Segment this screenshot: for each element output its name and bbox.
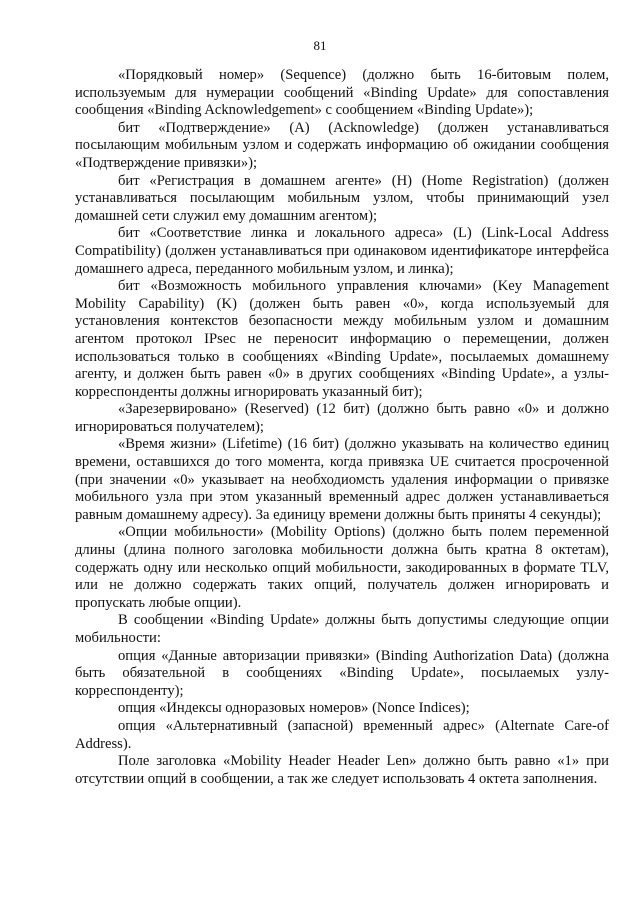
paragraph-header-len: Поле заголовка «Mobility Header Header Len» должно быть равно «1» при отсутствии опций в сообщении, а так же следует использовать 4 октета заполнения. <box>75 753 609 787</box>
paragraph-nonce-indices: опция «Индексы одноразовых номеров» (Nonce Indices); <box>118 700 470 717</box>
paragraph-mobility-options: «Опции мобильности» (Mobility Options) (должно быть полем переменной длины (длина полного заголовка мобильности должна быть кратна 8 октетам), содержать одну или несколько опций мобильности, закодированных в формате TLV, или не должно содержать таких опций, получатель должен игнорировать и пропускать любые опции). <box>75 524 609 611</box>
paragraph-alternate-care-of: опция «Альтернативный (запасной) временный адрес» (Alternate Care-of Address). <box>75 717 609 752</box>
paragraph-acknowledge-bit: бит «Подтверждение» (A) (Acknowledge) (должен устанавливаться посылающим мобильным узлом и содержать информацию об ожидании сообщения «Подтверждение привязки»); <box>75 119 609 171</box>
page-number: 81 <box>313 38 327 53</box>
paragraph-key-management-bit: бит «Возможность мобильного управления ключами» (Key Management Mobility Capability) (K) (должен быть равен «0», когда используемый для установления контекстов безопасности между мобильным узлом и домашним агентом протокол IPsec не переносит информацию о перемещении, должен использоваться только в сообщениях «Binding Update», посылаемых домашнему агенту, и должен быть равен «0» в других сообщениях «Binding Update», а узлы-корреспонденты должны игнорировать указанный бит); <box>75 278 609 400</box>
paragraph-reserved: «Зарезервировано» (Reserved) (12 бит) (должно быть равно «0» и должно игнорироваться получателем); <box>75 401 609 435</box>
paragraph-binding-authorization: опция «Данные авторизации привязки» (Binding Authorization Data) (должна быть обязательной в сообщениях «Binding Update», посылаемых узлу-корреспонденту); <box>75 647 609 699</box>
paragraph-link-local-bit: бит «Соответствие линка и локального адреса» (L) (Link-Local Address Compatibility) (должен устанавливаться при одинаковом идентификаторе интерфейса домашнего адреса, переданного мобильным узлом, и линка); <box>75 225 609 277</box>
paragraph-sequence: «Порядковый номер» (Sequence) (должно быть 16-битовым полем, используемым для нумерации сообщений «Binding Update» для сопоставления сообщения «Binding Acknowledgement» с сообщением «Binding Update»); <box>75 67 609 119</box>
paragraph-home-registration-bit: бит «Регистрация в домашнем агенте» (H) (Home Registration) (должен устанавливаться посылающим мобильным узлом, чтобы принимающий узел домашней сети служил ему домашним агентом); <box>75 172 609 224</box>
document-body <box>75 67 609 788</box>
paragraph-allowed-options: В сообщении «Binding Update» должны быть допустимы следующие опции мобильности: <box>75 612 609 646</box>
paragraph-lifetime: «Время жизни» (Lifetime) (16 бит) (должно указывать на количество единиц времени, оставшихся до того момента, когда привязка UE считается просроченной (при значении «0» указывает на необходиомсть удаления информации о привязке мобильного узла при этом указанный временный адрес должен устанавливаеться равным домашнему адресу). За единицу времени должны быть приняты 4 секунды); <box>75 436 609 523</box>
